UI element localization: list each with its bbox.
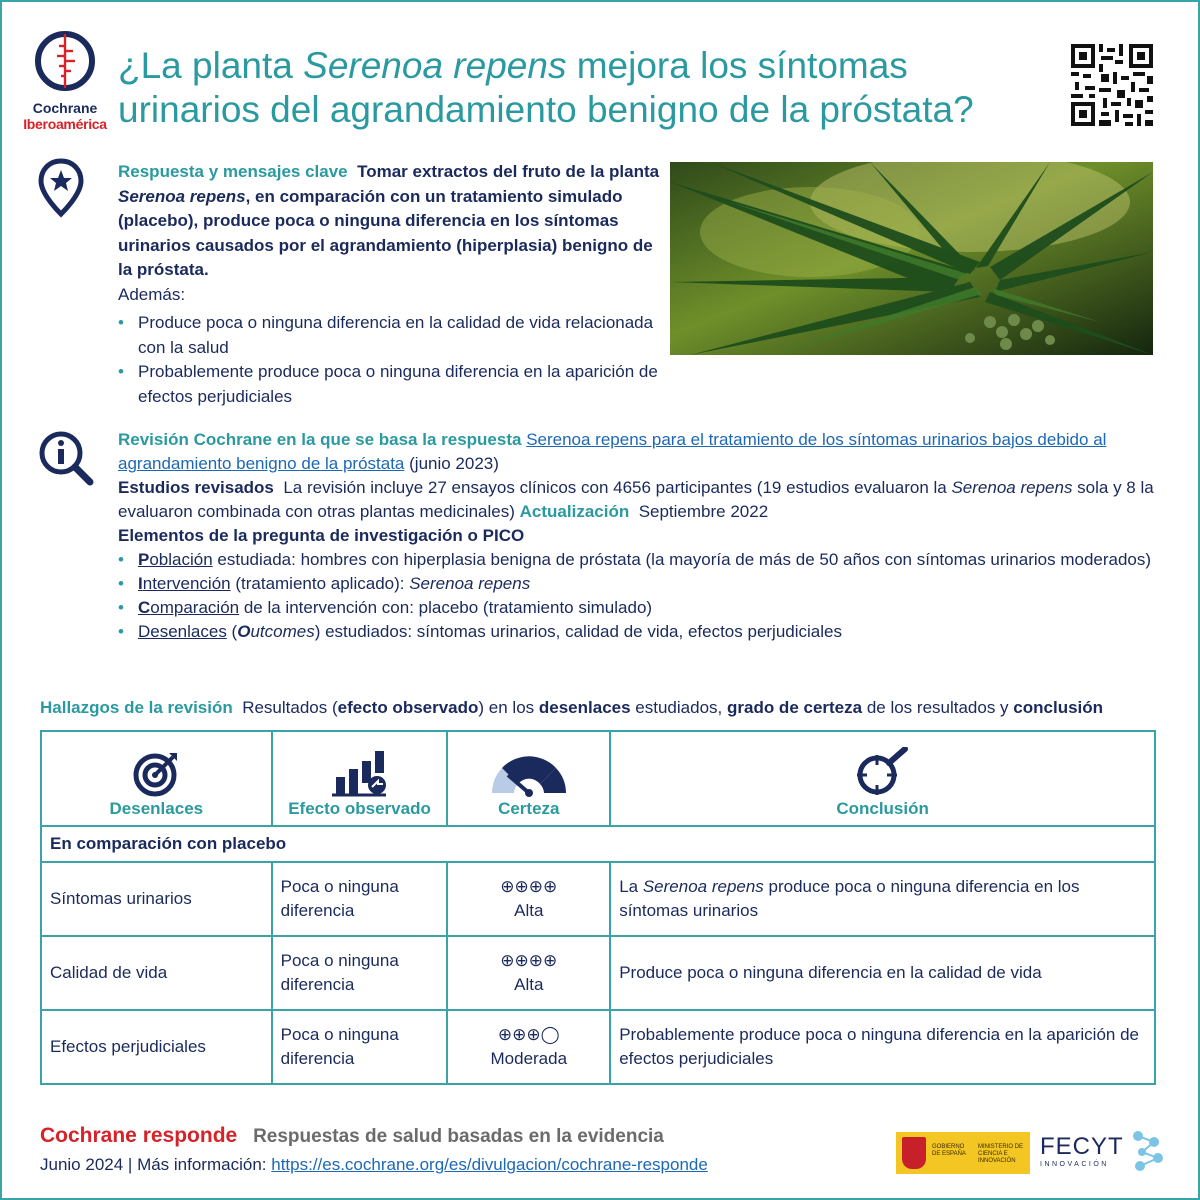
- pico-comparison: [118, 596, 1158, 620]
- certainty-symbols: ⊕⊕⊕⊕: [500, 877, 558, 896]
- pico-text: (tratamiento aplicado):: [230, 574, 410, 593]
- key-bullet: • Probablemente produce poca o ninguna diferencia en la aparición de efectos perjudiciales: [118, 360, 663, 409]
- pico-word: ntervención: [142, 574, 231, 593]
- qr-code-icon[interactable]: [1071, 44, 1153, 126]
- pico-letter: P: [138, 550, 150, 569]
- header-conclusion: [610, 731, 1155, 826]
- findings-bold: efecto observado: [337, 698, 479, 717]
- pico-word: Desenlaces: [138, 622, 227, 641]
- header-conclusion-label: Conclusión: [836, 799, 929, 818]
- cochrane-logo-icon: [32, 28, 98, 94]
- certainty-cell: [447, 862, 610, 936]
- conclusion-cell: [610, 1010, 1155, 1084]
- pico-outcomes: [118, 620, 1158, 644]
- footer-brand-line: [40, 1124, 664, 1148]
- studies-label: Estudios revisados: [118, 478, 274, 497]
- table-header-row: [41, 731, 1155, 826]
- cochrane-logo: [22, 28, 108, 132]
- update-value: Septiembre 2022: [638, 502, 769, 521]
- pico-letter: I: [138, 574, 143, 593]
- pico-label: Elementos de la pregunta de investigación o PICO: [118, 526, 525, 545]
- key-bullets: [118, 311, 663, 409]
- key-message-species: Serenoa repens: [118, 186, 246, 206]
- certainty-symbols: ⊕⊕⊕⊕: [500, 951, 558, 970]
- outcome-cell: Síntomas urinarios: [41, 862, 272, 936]
- key-bullet: • Produce poca o ninguna diferencia en la calidad de vida relacionada con la salud: [118, 311, 663, 360]
- location-star-icon: [38, 158, 84, 218]
- pico-text: (: [226, 622, 238, 641]
- header-certainty: [447, 731, 610, 826]
- also-label: Además:: [118, 284, 186, 304]
- findings-bold: desenlaces: [538, 698, 631, 717]
- review-label: Revisión Cochrane en la que se basa la respuesta: [118, 430, 522, 449]
- key-messages-label: Respuesta y mensajes clave: [118, 162, 348, 181]
- effect-cell: Poca o ninguna diferencia: [272, 936, 448, 1010]
- footer-brand: Cochrane responde: [40, 1124, 238, 1147]
- gauge-icon: [488, 751, 570, 797]
- studies-species: Serenoa repens: [951, 478, 1073, 497]
- certainty-cell: [447, 1010, 610, 1084]
- pico-text: de la intervención con: placebo (tratamiento simulado): [239, 598, 653, 617]
- pico-intervention: [118, 572, 1158, 596]
- pico-letter: C: [138, 598, 151, 617]
- pico-text: ) estudiados: síntomas urinarios, calidad de vida, efectos perjudiciales: [314, 622, 842, 641]
- conclusion-text: Produce poca o ninguna diferencia en la calidad de vida: [619, 963, 1042, 982]
- findings-text: ) en los: [478, 698, 539, 717]
- comparison-group-label: En comparación con placebo: [41, 826, 1155, 862]
- pico-word: oblación: [149, 550, 213, 569]
- pico-list: [118, 548, 1158, 644]
- conclusion-text: La: [619, 877, 643, 896]
- pico-word: utcomes: [250, 622, 315, 641]
- header-outcomes-label: Desenlaces: [109, 799, 204, 818]
- conclusion-cell: [610, 936, 1155, 1010]
- gov-line1: GOBIERNO DE ESPAÑA: [932, 1144, 966, 1157]
- pico-word: omparación: [150, 598, 240, 617]
- certainty-label: Moderada: [490, 1049, 568, 1068]
- target-icon: [131, 751, 181, 797]
- shield-icon: [902, 1137, 926, 1169]
- certainty-symbols: ⊕⊕⊕◯: [497, 1025, 560, 1044]
- review-section: [118, 428, 1158, 644]
- conclusion-text: Probablemente produce poca o ninguna diferencia en la aparición de efectos perjudiciales: [619, 1025, 1139, 1068]
- effect-cell: Poca o ninguna diferencia: [272, 1010, 448, 1084]
- footer-url-link[interactable]: https://es.cochrane.org/es/divulgacion/cochrane-responde: [271, 1155, 708, 1174]
- findings-label: Hallazgos de la revisión: [40, 698, 233, 717]
- header-effect: [272, 731, 448, 826]
- certainty-label: Alta: [514, 901, 544, 920]
- findings-intro: [40, 698, 1170, 718]
- conclusion-species: Serenoa repens: [642, 877, 764, 896]
- table-row: [41, 1010, 1155, 1084]
- title-part: mejora los síntomas urinarios del agrandamiento benigno de la próstata?: [118, 45, 974, 130]
- certainty-cell: [447, 936, 610, 1010]
- gobierno-logo: [896, 1132, 1030, 1174]
- review-date: (junio 2023): [409, 454, 499, 473]
- conclusion-cell: [610, 862, 1155, 936]
- footer-info-line: [40, 1155, 708, 1175]
- studies-text: sola y 8 la evaluaron combinada con otras plantas medicinales): [118, 478, 1154, 521]
- conclusion-text: produce poca o ninguna diferencia en los síntomas urinarios: [619, 877, 1080, 920]
- info-magnifier-icon: [38, 430, 94, 486]
- table-row: [41, 936, 1155, 1010]
- findings-bold: grado de certeza: [726, 698, 863, 717]
- footer-more-label: Más información:: [137, 1155, 267, 1174]
- palm-photo: [670, 162, 1153, 355]
- fecyt-wordmark: FECYT: [1040, 1132, 1124, 1160]
- certainty-label: Alta: [514, 975, 544, 994]
- pico-letter: O: [237, 622, 251, 641]
- findings-text: estudiados,: [630, 698, 727, 717]
- footer-tagline: Respuestas de salud basadas en la evidencia: [253, 1126, 664, 1147]
- pico-text: estudiada: hombres con hiperplasia benigna de próstata (la mayoría de más de 50 años con síntomas urinarios moderados): [212, 550, 1152, 569]
- logo-text-iberoamerica: Iberoamérica: [23, 116, 107, 132]
- studies-text: La revisión incluye 27 ensayos clínicos con 4656 participantes (19 estudios evaluaron la: [283, 478, 952, 497]
- footer-date: Junio 2024 |: [40, 1155, 133, 1174]
- molecule-icon: [1128, 1128, 1168, 1172]
- key-message-part: Tomar extractos del fruto de la planta: [357, 162, 660, 181]
- pico-population: [118, 548, 1158, 572]
- fecyt-subtitle: INNOVACIÓN: [1040, 1160, 1109, 1168]
- bar-chart-icon: [330, 749, 390, 797]
- results-table: [40, 730, 1156, 1085]
- findings-bold: conclusión: [1013, 698, 1104, 717]
- title-part: ¿La planta: [118, 45, 304, 86]
- logo-text-cochrane: Cochrane: [32, 100, 98, 116]
- header-certainty-label: Certeza: [498, 799, 560, 818]
- group-row: [41, 826, 1155, 862]
- review-link[interactable]: Serenoa repens para el tratamiento de los síntomas urinarios bajos debido al agrandamiento benigno de la próstata: [118, 430, 1107, 473]
- outcome-cell: Efectos perjudiciales: [41, 1010, 272, 1084]
- effect-cell: Poca o ninguna diferencia: [272, 862, 448, 936]
- crosshair-magnifier-icon: [855, 747, 911, 797]
- findings-text: de los resultados y: [862, 698, 1014, 717]
- header-effect-label: Efecto observado: [288, 799, 431, 818]
- header-outcomes: [41, 731, 272, 826]
- findings-text: Resultados (: [242, 698, 338, 717]
- table-row: [41, 862, 1155, 936]
- gov-line2: MINISTERIO DE CIENCIA E INNOVACIÓN: [978, 1144, 1024, 1164]
- title-species: Serenoa repens: [303, 45, 567, 86]
- page-title: [118, 44, 1058, 132]
- key-message-part: , en comparación con un tratamiento simulado (placebo), produce poca o ninguna diferencia en los síntomas urinarios causados por el agrandamiento (hiperplasia) benigno de la próstata.: [118, 186, 653, 279]
- pico-species: Serenoa repens: [409, 574, 531, 593]
- outcome-cell: Calidad de vida: [41, 936, 272, 1010]
- key-messages: [118, 160, 663, 409]
- update-label: Actualización: [519, 502, 630, 521]
- fecyt-logo: [1040, 1128, 1168, 1172]
